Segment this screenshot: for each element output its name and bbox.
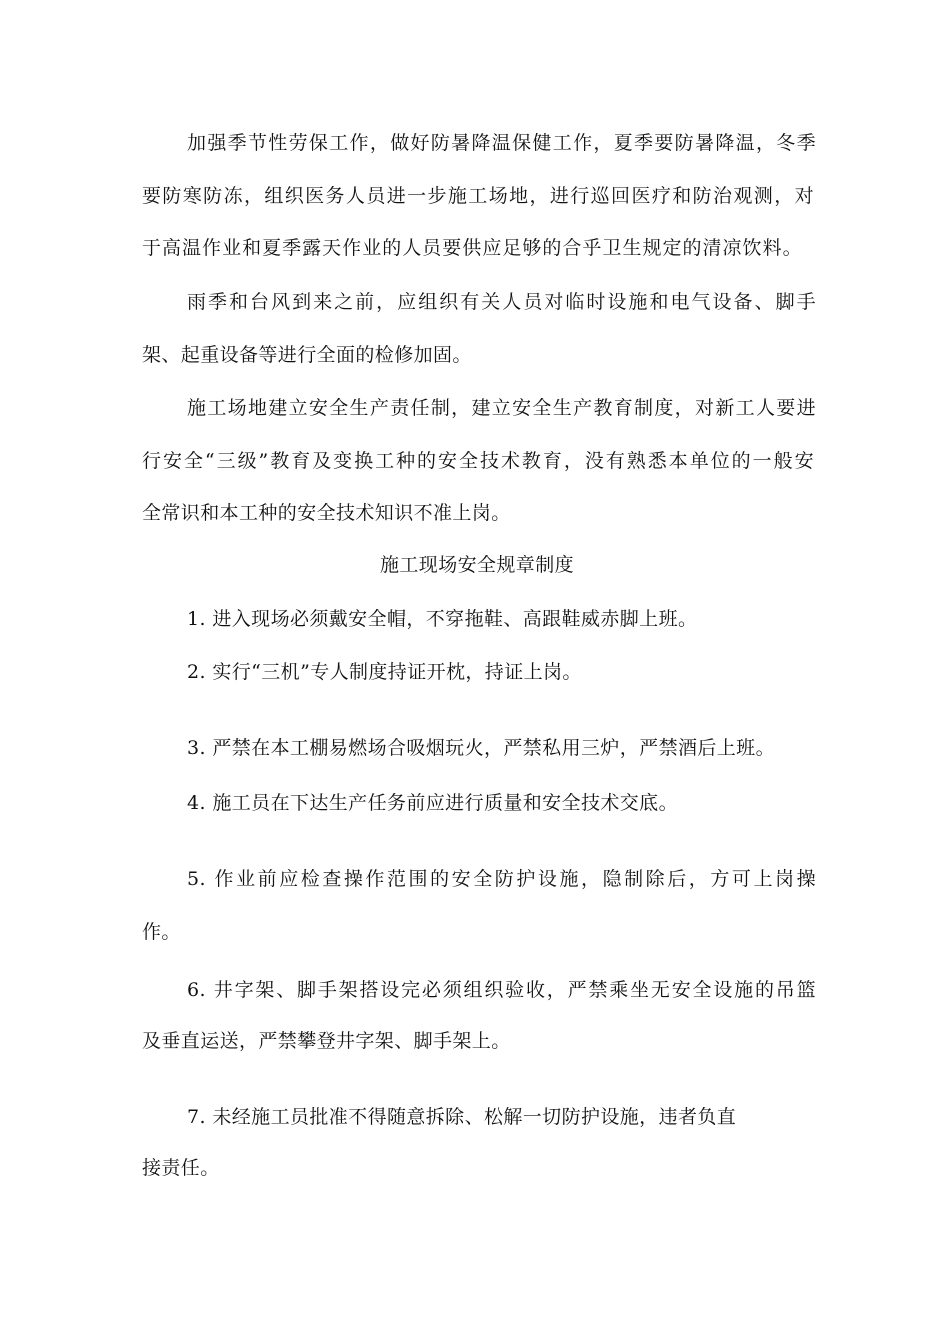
paragraph-line: 行安全“三级”教育及变换工种的安全技术教育，没有熟悉本单位的一般安 xyxy=(142,450,814,472)
paragraph-line: 加强季节性劳保工作，做好防暑降温保健工作，夏季要防暑降温，冬季 xyxy=(187,132,816,154)
paragraph-line: 要防寒防冻，组织医务人员进一步施工场地，进行巡回医疗和防治观测，对 xyxy=(142,185,814,207)
rule-item: 2. 实行“三机”专人制度持证开枕，持证上岗。 xyxy=(187,661,582,683)
rule-line: 作。 xyxy=(142,921,181,943)
rule-item: 3. 严禁在本工棚易燃场合吸烟玩火，严禁私用三炉，严禁酒后上班。 xyxy=(187,737,775,759)
paragraph-line: 架、起重设备等进行全面的检修加固。 xyxy=(142,344,472,366)
rule-line: 6. 井字架、脚手架搭设完必须组织验收，严禁乘坐无安全设施的吊篮 xyxy=(187,979,816,1001)
section-title: 施工现场安全规章制度 xyxy=(380,554,575,576)
paragraph-line: 施工场地建立安全生产责任制，建立安全生产教育制度，对新工人要进 xyxy=(187,397,816,419)
paragraph-line: 雨季和台风到来之前，应组织有关人员对临时设施和电气设备、脚手 xyxy=(187,291,816,313)
rule-item: 1. 进入现场必须戴安全帽，不穿拖鞋、高跟鞋威赤脚上班。 xyxy=(187,608,698,630)
rule-line: 7. 未经施工员批准不得随意拆除、松解一切防护设施，违者负直 xyxy=(187,1106,737,1128)
rule-line: 及垂直运送，严禁攀登井字架、脚手架上。 xyxy=(142,1030,511,1052)
rule-item: 4. 施工员在下达生产任务前应进行质量和安全技术交底。 xyxy=(187,792,678,814)
rule-line: 接责任。 xyxy=(142,1157,220,1179)
paragraph-line: 全常识和本工种的安全技术知识不准上岗。 xyxy=(142,502,511,524)
rule-line: 5. 作业前应检查操作范围的安全防护设施，隐制除后，方可上岗操 xyxy=(187,868,816,890)
paragraph-line: 于高温作业和夏季露天作业的人员要供应足够的合乎卫生规定的清凉饮料。 xyxy=(142,237,802,259)
